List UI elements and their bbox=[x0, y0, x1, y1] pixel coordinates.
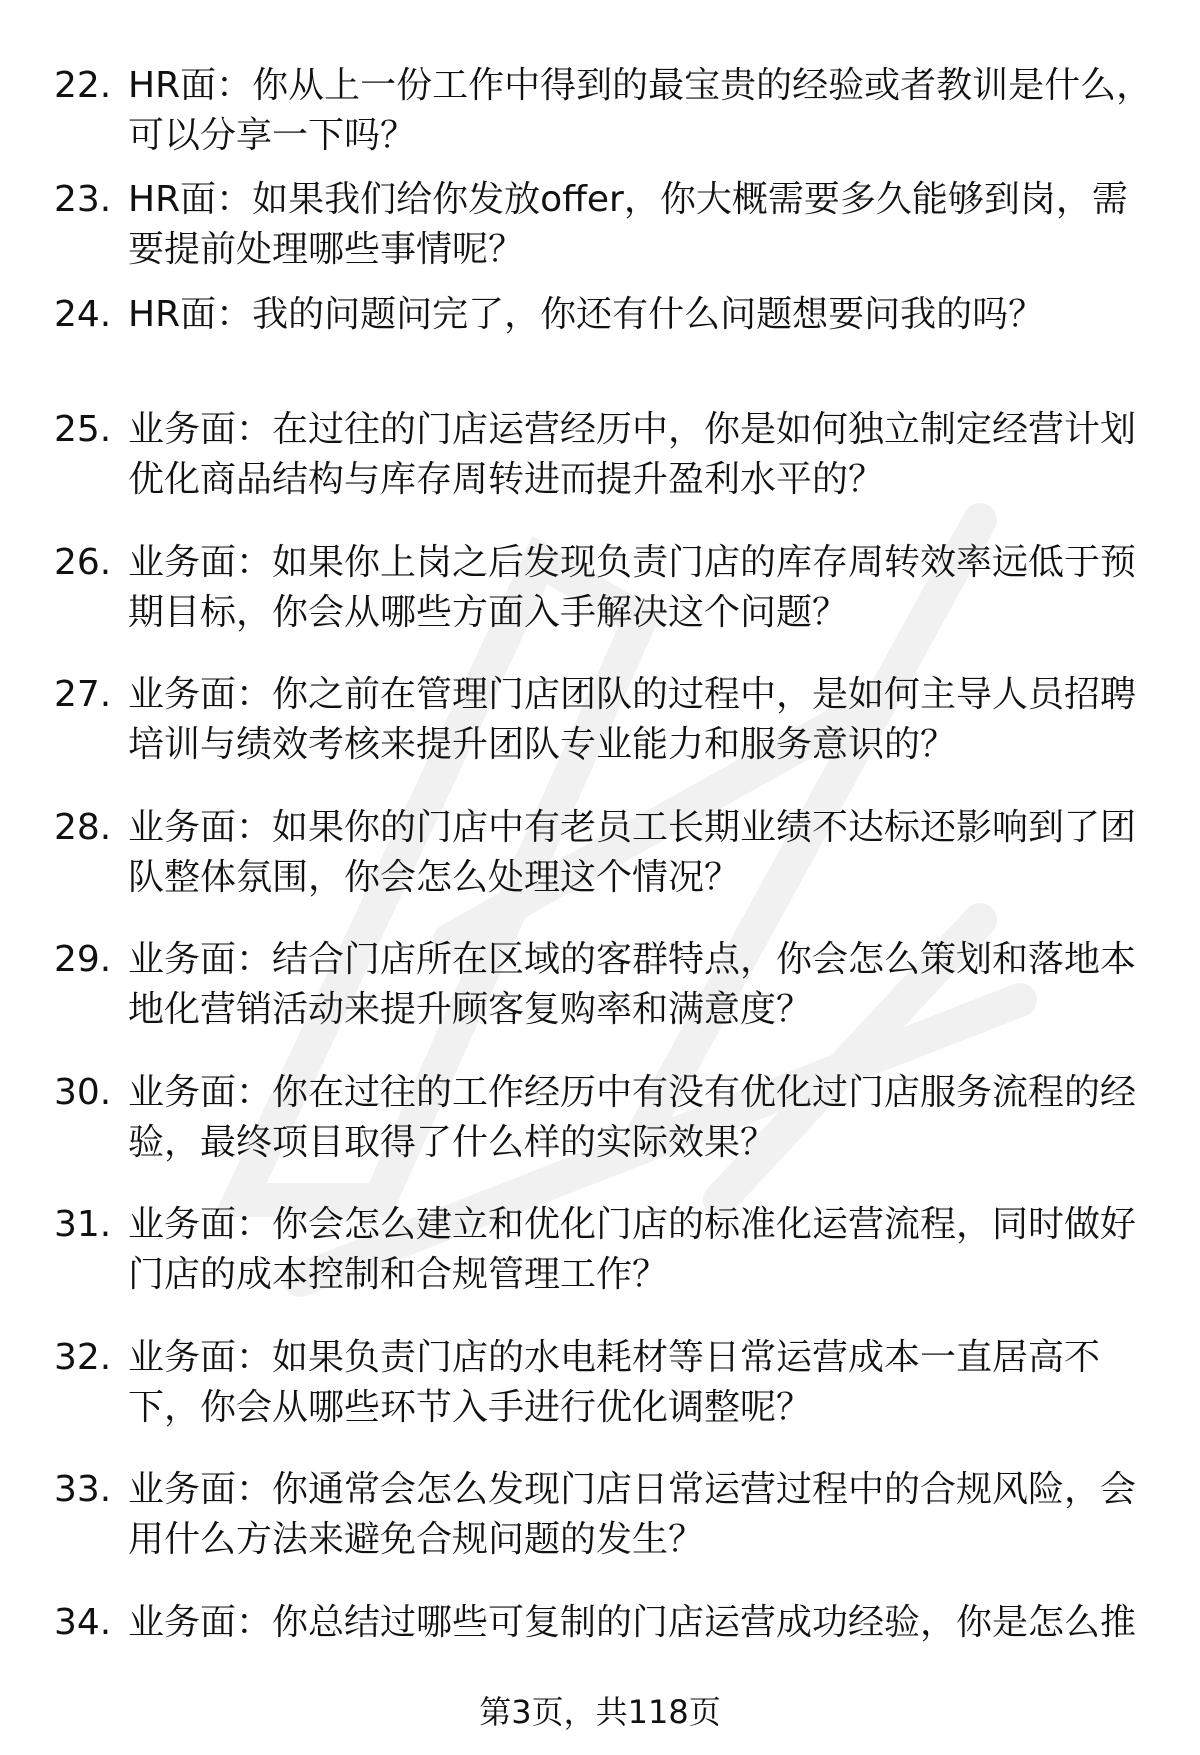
question-number: 24. bbox=[54, 294, 112, 335]
page-footer: 第3页，共118页 bbox=[479, 1693, 721, 1731]
question-text: 业务面：在过往的门店运营经历中，你是如何独立制定经营计划 优化商品结构与库存周转进而提升盈利水平的？ bbox=[128, 409, 1137, 500]
question-text: 业务面：你之前在管理门店团队的过程中，是如何主导人员招聘 培训与绩效考核来提升团队专业能力和服务意识的？ bbox=[128, 674, 1137, 765]
question-number: 32. bbox=[54, 1337, 112, 1378]
question-text: 业务面：你总结过哪些可复制的门店运营成功经验，你是怎么推 bbox=[128, 1602, 1137, 1643]
question-text: 业务面：如果你上岗之后发现负责门店的库存周转效率远低于预 期目标，你会从哪些方面入手解决这个问题？ bbox=[128, 542, 1137, 633]
question-number: 30. bbox=[54, 1072, 112, 1113]
question-number: 34. bbox=[54, 1602, 112, 1643]
question-text: HR面：如果我们给你发放offer，你大概需要多久能够到岗，需 要提前处理哪些事情呢？ bbox=[128, 179, 1128, 270]
question-number: 27. bbox=[54, 674, 112, 715]
question-number: 22. bbox=[54, 65, 112, 106]
question-number: 29. bbox=[54, 939, 112, 980]
question-text: HR面：我的问题问完了，你还有什么问题想要问我的吗？ bbox=[128, 294, 1045, 335]
question-number: 31. bbox=[54, 1204, 112, 1245]
question-number: 25. bbox=[54, 409, 112, 450]
question-text: 业务面：如果负责门店的水电耗材等日常运营成本一直居高不 下，你会从哪些环节入手进行优化调整呢？ bbox=[128, 1337, 1101, 1428]
question-number: 26. bbox=[54, 542, 112, 583]
question-text: 业务面：如果你的门店中有老员工长期业绩不达标还影响到了团 队整体氛围，你会怎么处理这个情况？ bbox=[128, 807, 1137, 898]
question-number: 23. bbox=[54, 179, 112, 220]
question-text: 业务面：你会怎么建立和优化门店的标准化运营流程，同时做好 门店的成本控制和合规管理工作？ bbox=[128, 1204, 1137, 1295]
question-number: 33. bbox=[54, 1469, 112, 1510]
question-text: 业务面：你在过往的工作经历中有没有优化过门店服务流程的经 验，最终项目取得了什么样的实际效果？ bbox=[128, 1072, 1137, 1163]
question-text: 业务面：你通常会怎么发现门店日常运营过程中的合规风险，会 用什么方法来避免合规问题的发生？ bbox=[128, 1469, 1137, 1560]
question-text: 业务面：结合门店所在区域的客群特点，你会怎么策划和落地本 地化营销活动来提升顾客复购率和满意度？ bbox=[128, 939, 1137, 1030]
question-number: 28. bbox=[54, 807, 112, 848]
question-text: HR面：你从上一份工作中得到的最宝贵的经验或者教训是什么， 可以分享一下吗？ bbox=[128, 65, 1153, 156]
